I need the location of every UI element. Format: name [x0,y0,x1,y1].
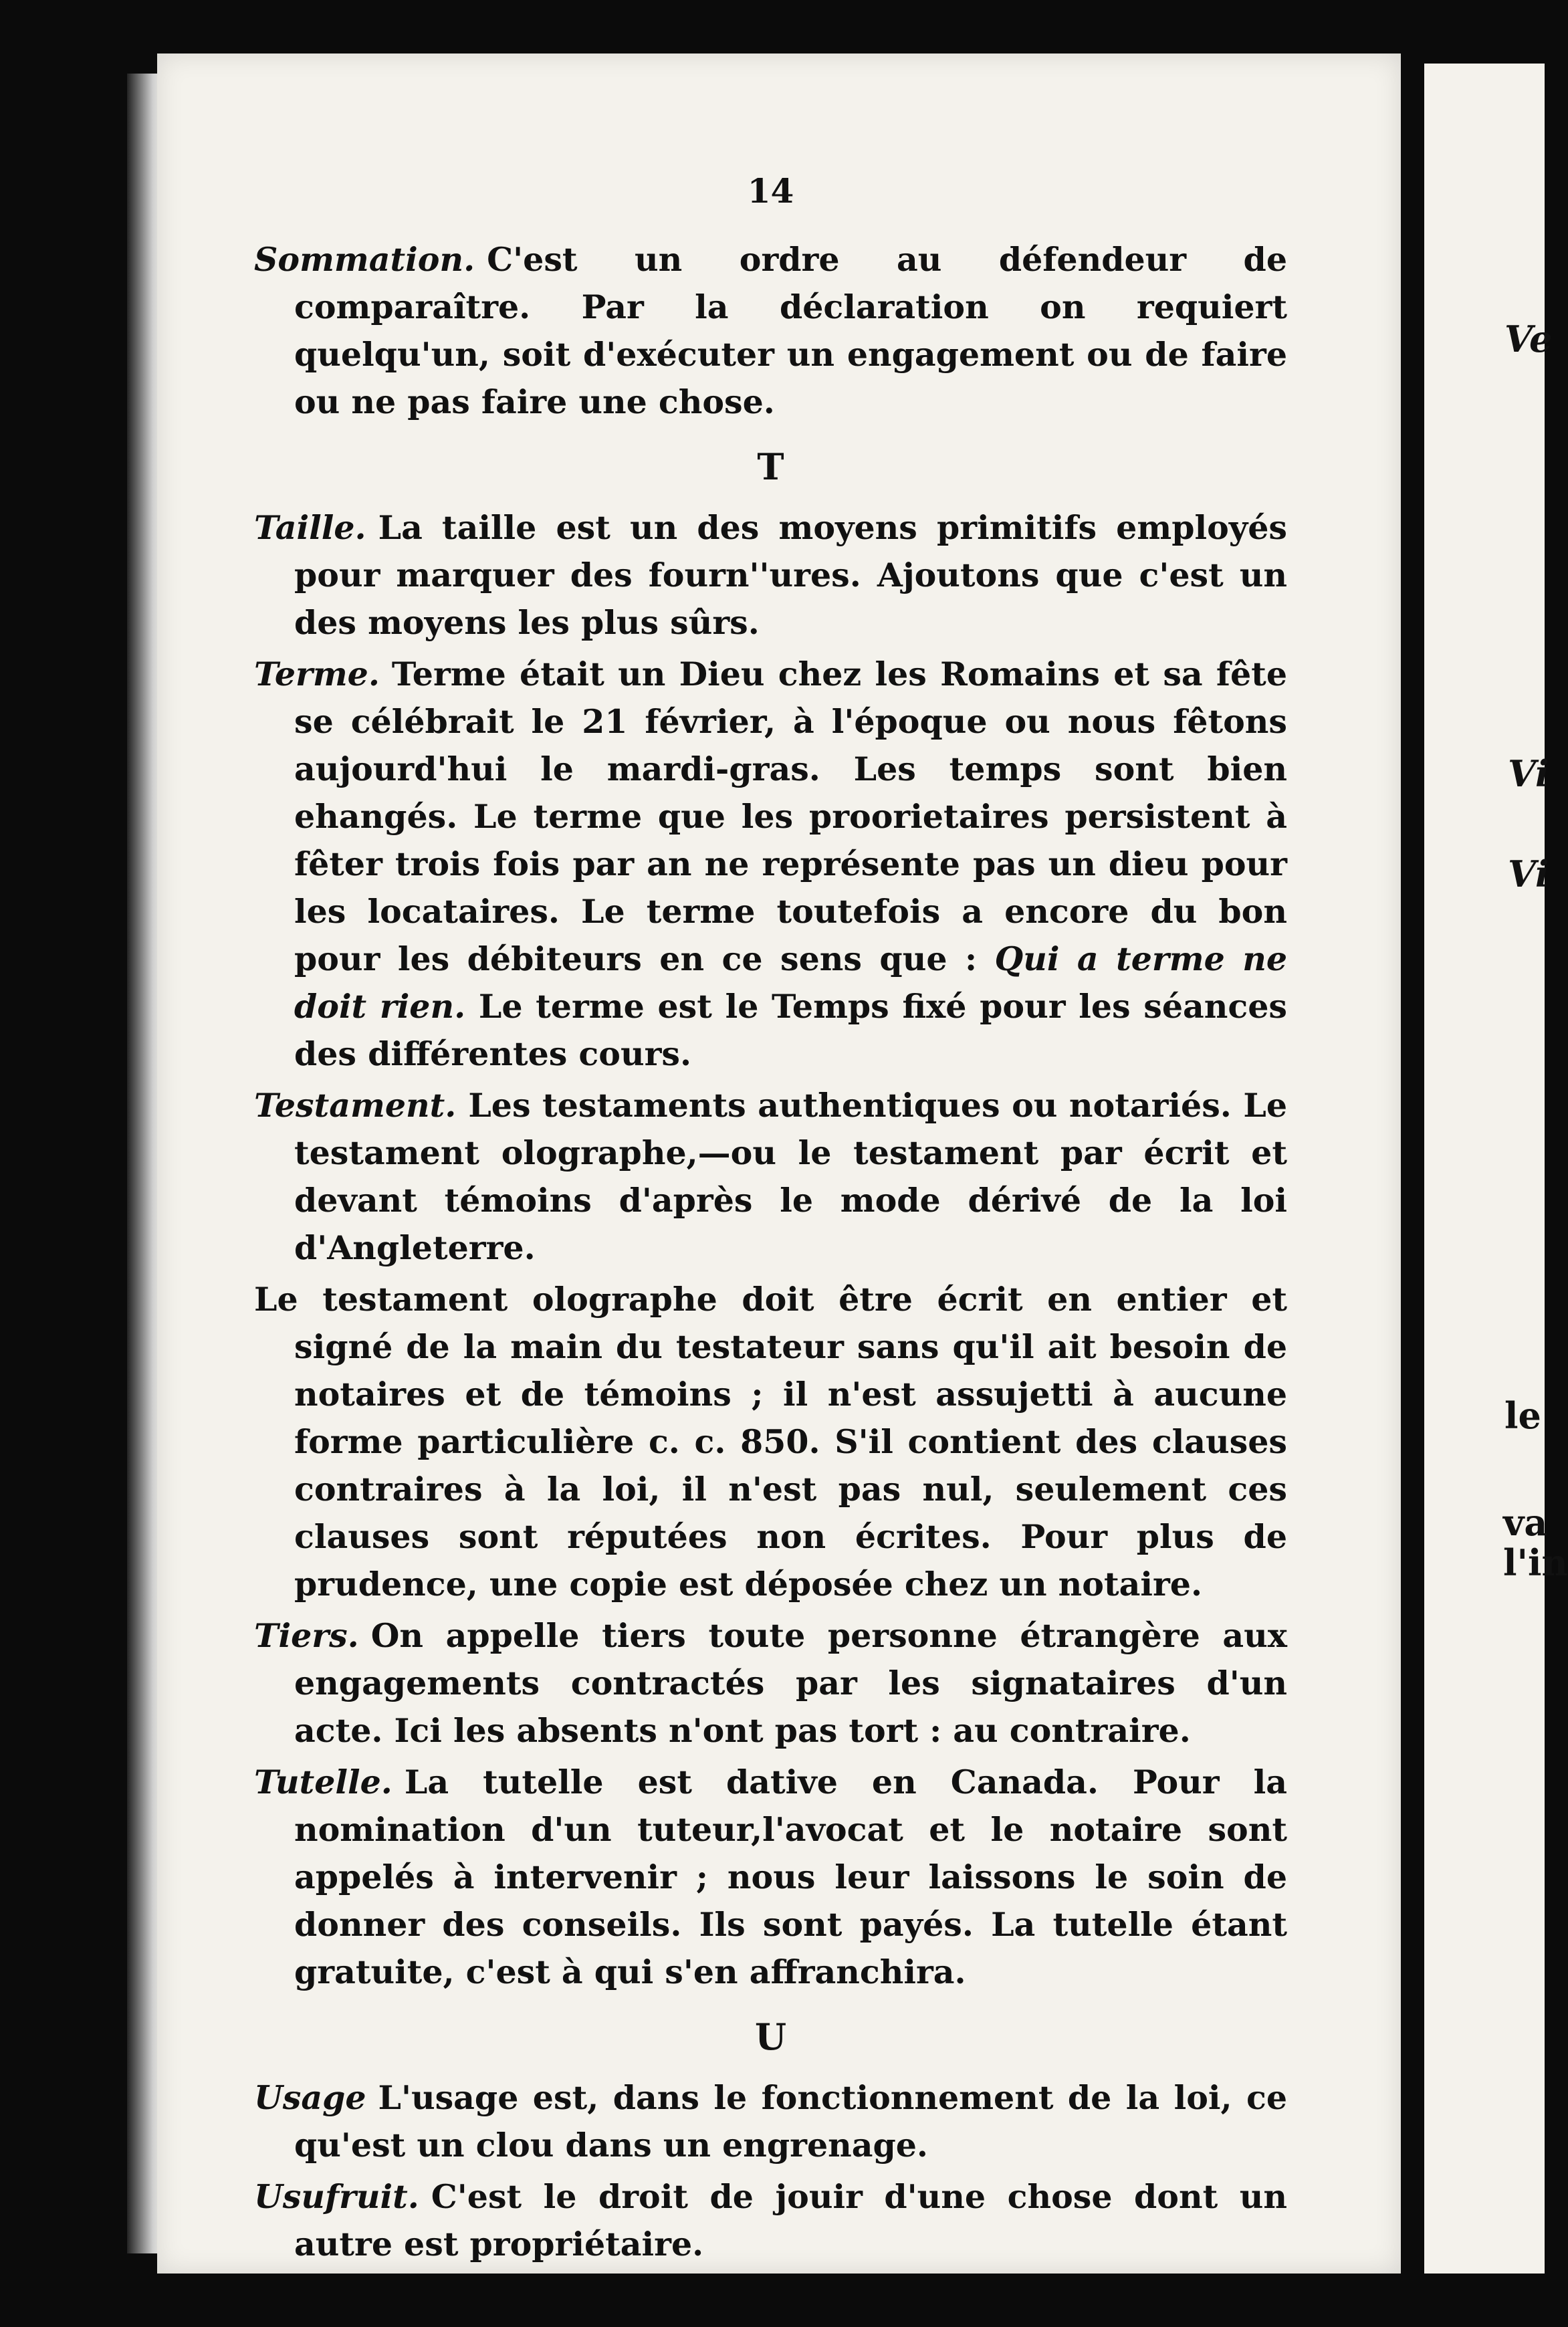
testament-paragraph: Le testament olographe doit être écrit en entier et signé de la main du testateur sans qu'il ait besoin de notaires et de témoins ; il n'est assujetti à aucune forme particulière c. c. 850. S'il contient des clauses contraires à la loi, il n'est pas nul, seulement ces clauses sont réputées non écrites. Pour plus de prudence, une copie est déposée chez un notaire. [254,1280,1287,1603]
section-letter-u: U [754,2015,787,2058]
entry-term: Usufruit. [254,2177,419,2216]
glossary-entry-sommation [254,236,1287,426]
adjacent-fragment: va [1503,1501,1548,1544]
adjacent-fragment: Vi [1508,752,1549,795]
entry-definition: C'est le droit de jouir d'une chose dont un autre est propriétaire. [294,2177,1287,2263]
section-letter-t: T [757,445,784,488]
glossary-entry-tutelle [254,1759,1287,1996]
adjacent-fragment: Vi [1508,853,1549,895]
glossary-entry-usage [254,2074,1287,2169]
page-content [254,167,1287,2272]
entry-term: Tutelle. [254,1763,393,1801]
entry-definition: C'est un ordre au défendeur de comparaître. Par la déclaration on requiert quelqu'un, soit d'exécuter un engagement ou de faire ou ne pas faire une chose. [294,240,1287,421]
entry-definition: Terme était un Dieu chez les Romains et sa fête se célébrait le 21 février, à l'époque ou nous fêtons aujourd'hui le mardi-gras. Les temps sont bien ehangés. Le terme que les proorietaires persistent à fêter trois fois par an ne représente pas un dieu pour les locataires. Le terme toutefois a encore du bon pour les débiteurs en ce sens que : [294,655,1287,978]
entry-term: Testament. [254,1086,457,1125]
entry-quote: Qui a terme ne doit rien. [294,939,1288,1026]
glossary-entry-tiers [254,1612,1287,1755]
entry-definition-continued: Le terme est le Temps fixé pour les séances des différentes cours. [294,987,1288,1073]
adjacent-fragment: le [1504,1394,1541,1437]
entry-definition: La tutelle est dative en Canada. Pour la nomination d'un tuteur,l'avocat et le notaire sont appelés à intervenir ; nous leur laissons le soin de donner des conseils. Ils sont payés. La tutelle étant gratuite, c'est à qui s'en affranchira. [294,1763,1287,1991]
glossary-entry-terme [254,651,1287,1078]
glossary-entry-taille [254,504,1287,647]
page-number: 14 [747,171,794,211]
adjacent-fragment: Ve [1504,318,1553,360]
adjacent-fragment: l'in [1503,1541,1568,1584]
adjacent-page [1424,64,1568,2274]
entry-term: Usage [254,2078,366,2117]
entry-definition: Les testaments authentiques ou notariés. Le testament olographe,—ou le testament par écrit et devant témoins d'après le mode dérivé de la loi d'Angleterre. [294,1086,1287,1267]
entry-term: Taille. [254,508,366,547]
entry-definition: La taille est un des moyens primitifs employés pour marquer des fourn''ures. Ajoutons que c'est un des moyens les plus sûrs. [294,508,1287,642]
entry-definition: L'usage est, dans le fonctionnement de la loi, ce qu'est un clou dans un engrenage. [294,2078,1287,2165]
entry-definition: On appelle tiers toute personne étrangère aux engagements contractés par les signataires d'un acte. Ici les absents n'ont pas tort : au contraire. [294,1616,1287,1750]
glossary-entry-testament [254,1082,1287,1272]
glossary-entry-usufruit [254,2173,1287,2268]
entry-term: Terme. [254,655,380,693]
entry-term: Tiers. [254,1616,359,1655]
entry-term: Sommation. [254,240,475,279]
